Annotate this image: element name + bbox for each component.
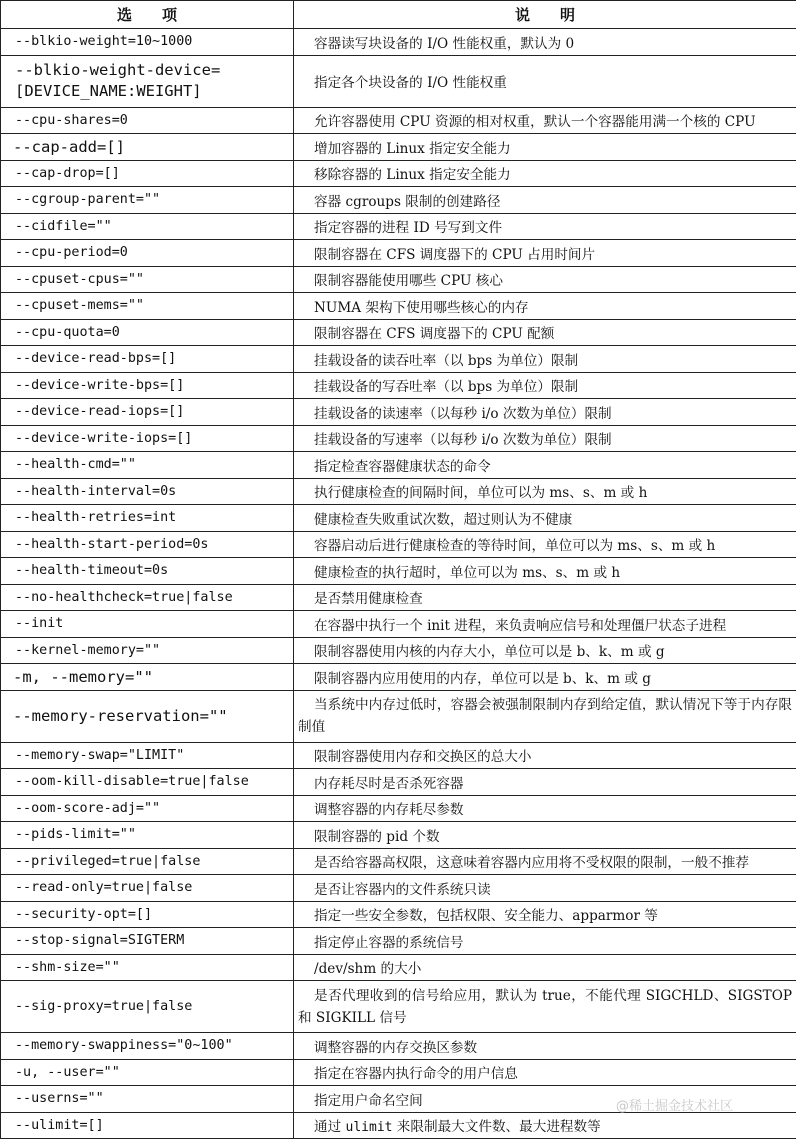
table-row xyxy=(1,611,796,638)
table-row xyxy=(1,266,796,293)
option-cell: --read-only=true|false xyxy=(1,875,294,902)
option-cell: --cpuset-mems="" xyxy=(1,293,294,320)
table-row xyxy=(1,769,796,796)
option-cell: --cgroup-parent="" xyxy=(1,187,294,214)
table-header-row xyxy=(1,1,796,29)
option-cell: --device-write-bps=[] xyxy=(1,372,294,399)
description-cell: 指定在容器内执行命令的用户信息 xyxy=(294,1059,796,1086)
option-cell: --health-timeout=0s xyxy=(1,558,294,585)
description-cell: 容器 cgroups 限制的创建路径 xyxy=(294,187,796,214)
table-row xyxy=(1,742,796,769)
description-cell: 挂载设备的写速率（以每秒 i/o 次数为单位）限制 xyxy=(294,425,796,452)
description-cell: 指定用户命名空间 xyxy=(294,1086,796,1113)
option-cell: --blkio-weight-device=[DEVICE_NAME:WEIGHT] xyxy=(1,55,294,107)
description-cell: /dev/shm 的大小 xyxy=(294,954,796,981)
option-cell: -u, --user="" xyxy=(1,1059,294,1086)
option-cell: --memory-swappiness="0~100" xyxy=(1,1033,294,1060)
description-cell: 通过 ulimit 来限制最大文件数、最大进程数等 xyxy=(294,1112,796,1139)
option-cell: --cidfile="" xyxy=(1,213,294,240)
table-row xyxy=(1,981,796,1033)
option-cell: --no-healthcheck=true|false xyxy=(1,584,294,611)
table-row xyxy=(1,1033,796,1060)
table-row xyxy=(1,372,796,399)
table-row xyxy=(1,637,796,664)
table-row xyxy=(1,1112,796,1139)
description-cell: 执行健康检查的间隔时间，单位可以为 ms、s、m 或 h xyxy=(294,478,796,505)
option-cell: --pids-limit="" xyxy=(1,822,294,849)
table-row xyxy=(1,240,796,267)
table-row xyxy=(1,664,796,691)
option-cell: --sig-proxy=true|false xyxy=(1,981,294,1033)
description-cell: 指定一些安全参数，包括权限、安全能力、apparmor 等 xyxy=(294,901,796,928)
table-row xyxy=(1,319,796,346)
option-cell: --device-read-iops=[] xyxy=(1,399,294,426)
table-row xyxy=(1,478,796,505)
description-cell: 限制容器在 CFS 调度器下的 CPU 占用时间片 xyxy=(294,240,796,267)
option-cell: --memory-reservation="" xyxy=(1,690,294,742)
table-row xyxy=(1,452,796,479)
description-cell: 在容器中执行一个 init 进程，来负责响应信号和处理僵尸状态子进程 xyxy=(294,611,796,638)
table-row xyxy=(1,425,796,452)
table-row xyxy=(1,187,796,214)
description-cell: 指定停止容器的系统信号 xyxy=(294,928,796,955)
option-cell: --cpu-quota=0 xyxy=(1,319,294,346)
option-cell: --privileged=true|false xyxy=(1,848,294,875)
table-row xyxy=(1,213,796,240)
option-cell: --userns="" xyxy=(1,1086,294,1113)
option-cell: --oom-score-adj="" xyxy=(1,795,294,822)
table-row xyxy=(1,928,796,955)
option-cell: --health-cmd="" xyxy=(1,452,294,479)
table-body xyxy=(1,29,796,1139)
description-cell: 健康检查失败重试次数，超过则认为不健康 xyxy=(294,505,796,532)
table-row xyxy=(1,584,796,611)
description-cell: 调整容器的内存交换区参数 xyxy=(294,1033,796,1060)
option-cell: --stop-signal=SIGTERM xyxy=(1,928,294,955)
description-cell: 移除容器的 Linux 指定安全能力 xyxy=(294,160,796,187)
description-cell: 挂载设备的写吞吐率（以 bps 为单位）限制 xyxy=(294,372,796,399)
table-row xyxy=(1,505,796,532)
watermark: @稀土掘金技术社区 xyxy=(616,1099,734,1114)
description-cell: 是否代理收到的信号给应用，默认为 true，不能代理 SIGCHLD、SIGSTOP 和 SIGKILL 信号 xyxy=(294,981,796,1033)
description-cell: 容器启动后进行健康检查的等待时间，单位可以为 ms、s、m 或 h xyxy=(294,531,796,558)
table-row xyxy=(1,795,796,822)
description-cell: NUMA 架构下使用哪些核心的内存 xyxy=(294,293,796,320)
table-row xyxy=(1,346,796,373)
description-cell: 内存耗尽时是否杀死容器 xyxy=(294,769,796,796)
description-cell: 限制容器在 CFS 调度器下的 CPU 配额 xyxy=(294,319,796,346)
description-cell: 挂载设备的读吞吐率（以 bps 为单位）限制 xyxy=(294,346,796,373)
table-row xyxy=(1,1059,796,1086)
description-cell: 指定容器的进程 ID 号写到文件 xyxy=(294,213,796,240)
description-cell: 挂载设备的读速率（以每秒 i/o 次数为单位）限制 xyxy=(294,399,796,426)
description-cell: 当系统中内存过低时，容器会被强制限制内存到给定值，默认情况下等于内存限制值 xyxy=(294,690,796,742)
table-row xyxy=(1,558,796,585)
option-cell: --kernel-memory="" xyxy=(1,637,294,664)
option-cell: --health-start-period=0s xyxy=(1,531,294,558)
option-cell: --device-read-bps=[] xyxy=(1,346,294,373)
description-cell: 指定检查容器健康状态的命令 xyxy=(294,452,796,479)
table-row xyxy=(1,293,796,320)
ulimit-code: ulimit xyxy=(345,1120,393,1136)
option-cell: --cpu-period=0 xyxy=(1,240,294,267)
option-cell: --health-interval=0s xyxy=(1,478,294,505)
table-row xyxy=(1,875,796,902)
option-cell: -m, --memory="" xyxy=(1,664,294,691)
description-cell: 限制容器能使用哪些 CPU 核心 xyxy=(294,266,796,293)
option-cell: --shm-size="" xyxy=(1,954,294,981)
description-cell: 限制容器使用内存和交换区的总大小 xyxy=(294,742,796,769)
option-cell: --init xyxy=(1,611,294,638)
option-cell: --cpu-shares=0 xyxy=(1,107,294,134)
option-cell: --ulimit=[] xyxy=(1,1112,294,1139)
option-cell: --blkio-weight=10~1000 xyxy=(1,29,294,56)
table-row xyxy=(1,55,796,107)
option-cell: --security-opt=[] xyxy=(1,901,294,928)
option-cell: --oom-kill-disable=true|false xyxy=(1,769,294,796)
description-cell: 调整容器的内存耗尽参数 xyxy=(294,795,796,822)
table-row xyxy=(1,822,796,849)
header-option: 选 项 xyxy=(1,1,294,29)
option-cell: --cpuset-cpus="" xyxy=(1,266,294,293)
option-cell: --device-write-iops=[] xyxy=(1,425,294,452)
table-row xyxy=(1,531,796,558)
description-cell: 是否让容器内的文件系统只读 xyxy=(294,875,796,902)
table-row xyxy=(1,160,796,187)
table-row xyxy=(1,901,796,928)
table-row xyxy=(1,954,796,981)
option-cell: --cap-drop=[] xyxy=(1,160,294,187)
description-cell: 允许容器使用 CPU 资源的相对权重，默认一个容器能用满一个核的 CPU xyxy=(294,107,796,134)
table-row xyxy=(1,848,796,875)
table-row xyxy=(1,134,796,161)
option-cell: --cap-add=[] xyxy=(1,134,294,161)
header-description: 说 明 xyxy=(294,1,796,29)
option-cell: --health-retries=int xyxy=(1,505,294,532)
table-row xyxy=(1,29,796,56)
table-row xyxy=(1,399,796,426)
description-cell: 是否给容器高权限，这意味着容器内应用将不受权限的限制，一般不推荐 xyxy=(294,848,796,875)
description-cell: 健康检查的执行超时，单位可以为 ms、s、m 或 h xyxy=(294,558,796,585)
description-cell: 指定各个块设备的 I/O 性能权重 xyxy=(294,55,796,107)
description-cell: 增加容器的 Linux 指定安全能力 xyxy=(294,134,796,161)
description-cell: 限制容器内应用使用的内存，单位可以是 b、k、m 或 g xyxy=(294,664,796,691)
description-cell: 限制容器使用内核的内存大小，单位可以是 b、k、m 或 g xyxy=(294,637,796,664)
description-cell: 是否禁用健康检查 xyxy=(294,584,796,611)
description-cell: 容器读写块设备的 I/O 性能权重，默认为 0 xyxy=(294,29,796,56)
description-cell: 限制容器的 pid 个数 xyxy=(294,822,796,849)
table-row xyxy=(1,107,796,134)
option-cell: --memory-swap="LIMIT" xyxy=(1,742,294,769)
table-row xyxy=(1,690,796,742)
